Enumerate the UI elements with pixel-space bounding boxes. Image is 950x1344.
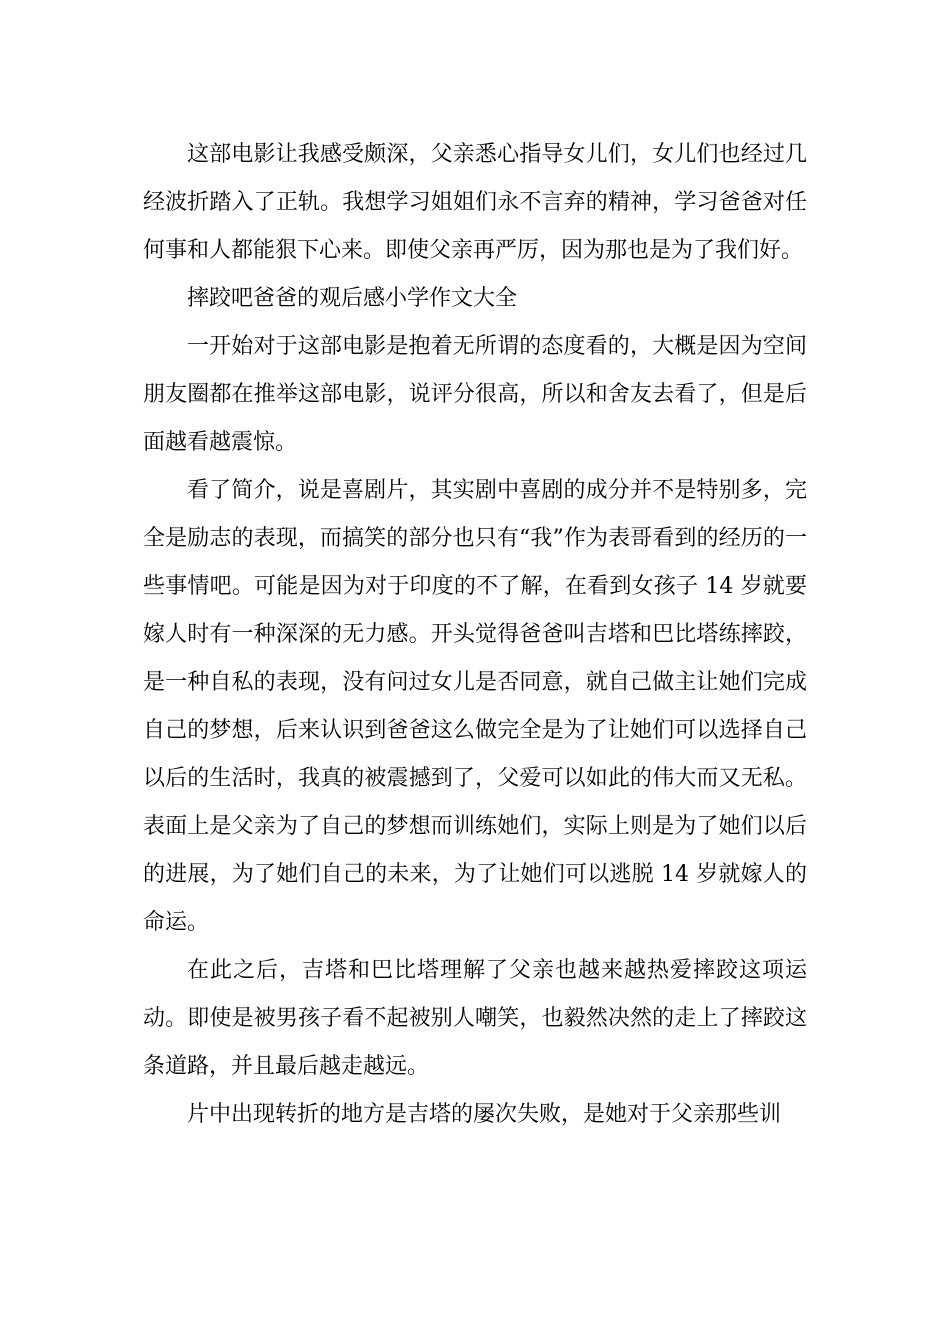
paragraph: 一开始对于这部电影是抱着无所谓的态度看的，大概是因为空间朋友圈都在推举这部电影，说评分很高，所以和舍友去看了，但是后面越看越震惊。 [143,334,807,455]
paragraph: 看了简介，说是喜剧片，其实剧中喜剧的成分并不是特别多，完全是励志的表现，而搞笑的部分也只有“我”作为表哥看到的经历的一些事情吧。可能是因为对于印度的不了解，在看到女孩子 14 岁就要嫁人时有一种深深的无力感。开头觉得爸爸叫吉塔和巴比塔练摔跤，是一种自私的表现，没有问过女儿是否同意，就自己做主让她们完成自己的梦想，后来认识到爸爸这么做完全是为了让她们可以选择自己以后的生活时，我真的被震撼到了，父爱可以如此的伟大而又无私。表面上是父亲为了自己的梦想而训练她们，实际上则是为了她们以后的进展，为了她们自己的未来，为了让她们可以逃脱 14 岁就嫁人的命运。 [143,478,807,935]
paragraph: 在此之后，吉塔和巴比塔理解了父亲也越来越热爱摔跤这项运动。即使是被男孩子看不起被别人嘲笑，也毅然决然的走上了摔跤这条道路，并且最后越走越远。 [143,958,807,1079]
paragraph: 这部电影让我感受颇深，父亲悉心指导女儿们，女儿们也经过几经波折踏入了正轨。我想学习姐姐们永不言弃的精神，学习爸爸对任何事和人都能狠下心来。即使父亲再严厉，因为那也是为了我们好。 [143,142,807,263]
paragraph: 片中出现转折的地方是吉塔的屡次失败，是她对于父亲那些训 [187,1102,782,1127]
article-body [143,131,807,1139]
section-heading: 摔跤吧爸爸的观后感小学作文大全 [187,286,518,311]
